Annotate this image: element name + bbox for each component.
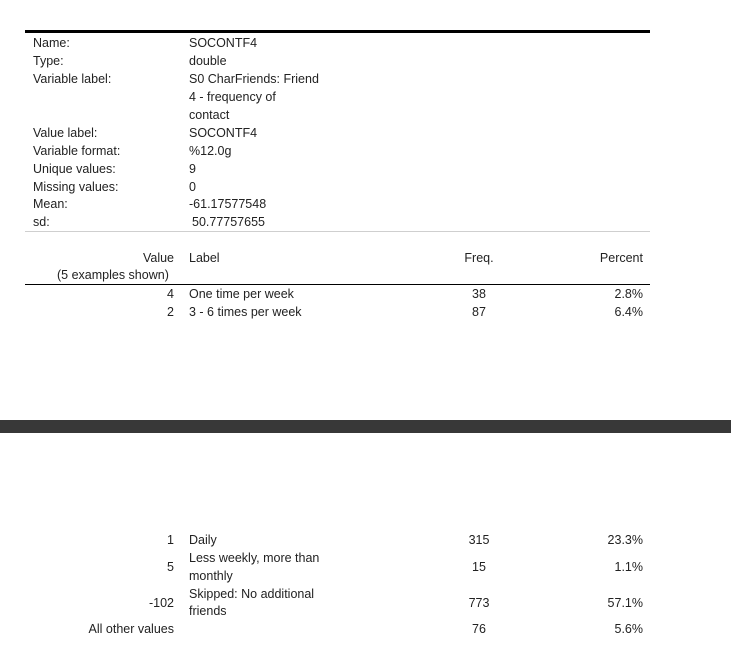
row-value: -102 bbox=[148, 596, 174, 610]
row-freq: 76 bbox=[472, 622, 486, 636]
row-freq: 87 bbox=[472, 305, 486, 319]
meta-label-unique-values: Unique values: bbox=[33, 162, 116, 176]
row-freq: 15 bbox=[472, 560, 486, 574]
meta-value-mean: -61.17577548 bbox=[189, 197, 267, 211]
row-percent: 6.4% bbox=[614, 305, 643, 319]
meta-value-value-label: SOCONTF4 bbox=[189, 126, 258, 140]
row-label: Daily bbox=[189, 533, 217, 547]
header-value-sub: (5 examples shown) bbox=[57, 268, 169, 282]
meta-value-missing-values: 0 bbox=[189, 180, 196, 194]
meta-label-value-label: Value label: bbox=[33, 126, 98, 140]
meta-label-variable-label: Variable label: bbox=[33, 72, 112, 86]
meta-value-name: SOCONTF4 bbox=[189, 36, 258, 50]
meta-value-unique-values: 9 bbox=[189, 162, 196, 176]
meta-value-type: double bbox=[189, 54, 227, 68]
row-label: One time per week bbox=[189, 287, 294, 301]
meta-label-sd: sd: bbox=[33, 215, 50, 229]
row-percent: 23.3% bbox=[607, 533, 643, 547]
row-value: 1 bbox=[167, 533, 174, 547]
header-label: Label bbox=[189, 251, 220, 265]
row-label: 3 - 6 times per week bbox=[189, 305, 302, 319]
header-percent: Percent bbox=[599, 251, 643, 265]
row-value: 5 bbox=[167, 560, 174, 574]
meta-divider bbox=[25, 231, 650, 232]
row-percent: 5.6% bbox=[614, 622, 643, 636]
meta-value-variable-label-line1: S0 CharFriends: Friend bbox=[189, 72, 319, 86]
row-percent: 57.1% bbox=[607, 596, 643, 610]
row-freq: 38 bbox=[472, 287, 486, 301]
row-percent: 2.8% bbox=[614, 287, 643, 301]
meta-label-mean: Mean: bbox=[33, 197, 68, 211]
meta-value-variable-format: %12.0g bbox=[189, 144, 232, 158]
meta-value-variable-label-line2: 4 - frequency of bbox=[189, 90, 276, 104]
meta-value-variable-label-line3: contact bbox=[189, 108, 230, 122]
row-label-line1: Less weekly, more than bbox=[189, 551, 320, 565]
meta-value-sd: 50.77757655 bbox=[192, 215, 265, 229]
header-value: Value bbox=[142, 251, 174, 265]
meta-label-type: Type: bbox=[33, 54, 64, 68]
row-label-line2: friends bbox=[189, 604, 227, 618]
meta-label-name: Name: bbox=[33, 36, 70, 50]
meta-label-missing-values: Missing values: bbox=[33, 180, 119, 194]
row-percent: 1.1% bbox=[614, 560, 643, 574]
row-freq: 315 bbox=[468, 533, 490, 547]
row-freq: 773 bbox=[468, 596, 490, 610]
row-value: 2 bbox=[167, 305, 174, 319]
meta-label-variable-format: Variable format: bbox=[33, 144, 121, 158]
row-value-all-other: All other values bbox=[88, 622, 174, 636]
page-break-band bbox=[0, 420, 731, 433]
header-freq: Freq. bbox=[464, 251, 494, 265]
top-rule bbox=[25, 30, 650, 33]
row-value: 4 bbox=[167, 287, 174, 301]
row-label-line1: Skipped: No additional bbox=[189, 587, 315, 601]
row-label-line2: monthly bbox=[189, 569, 233, 583]
